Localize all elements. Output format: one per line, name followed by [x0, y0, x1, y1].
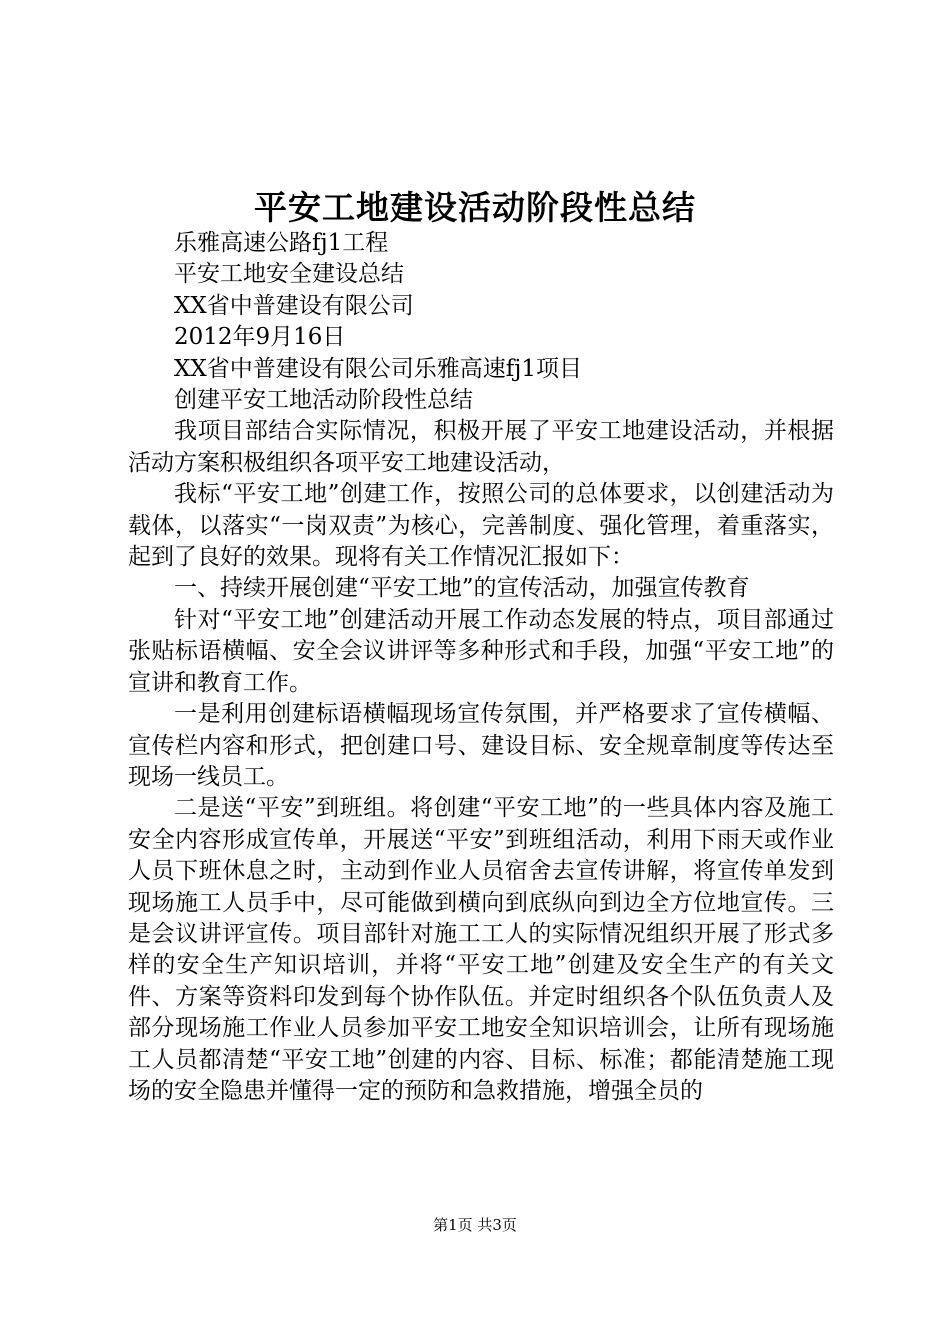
paragraph: XX省中普建设有限公司 [174, 292, 414, 319]
paragraph: 2012年9月16日 [174, 324, 346, 351]
document-title: 平安工地建设活动阶段性总结 [254, 188, 696, 227]
paragraph: 一、持续开展创建“平安工地”的宣传活动，加强宣传教育 [174, 575, 750, 602]
page-footer: 第1页 共3页 [433, 1216, 517, 1234]
paragraph: 我项目部结合实际情况，积极开展了平安工地建设活动，并根据活动方案积极组织各项平安工地建设活动， [128, 418, 834, 476]
paragraph: XX省中普建设有限公司乐雅高速fj1项目 [174, 355, 583, 382]
paragraph: 一是利用创建标语横幅现场宣传氛围，并严格要求了宣传横幅、宣传栏内容和形式，把创建口号、建设目标、安全规章制度等传达至现场一线员工。 [128, 701, 834, 790]
paragraph: 二是送“平安”到班组。将创建“平安工地”的一些具体内容及施工安全内容形成宣传单，开展送“平安”到班组活动，利用下雨天或作业人员下班休息之时，主动到作业人员宿舍去宣传讲解，将宣传单发到现场施工人员手中，尽可能做到横向到底纵向到边全方位地宣传。三是会议讲评宣传。项目部针对施工工人的实际情况组织开展了形式多样的安全生产知识培训，并将“平安工地”创建及安全生产的有关文件、方案等资料印发到每个协作队伍。并定时组织各个队伍负责人及部分现场施工作业人员参加平安工地安全知识培训会，让所有现场施工人员都清楚“平安工地”创建的内容、目标、标准；都能清楚施工现场的安全隐患并懂得一定的预防和急救措施，增强全员的 [128, 795, 834, 1104]
document-body [128, 228, 834, 1107]
paragraph: 我标“平安工地”创建工作，按照公司的总体要求，以创建活动为载体，以落实“一岗双责”为核心，完善制度、强化管理，着重落实，起到了良好的效果。现将有关工作情况汇报如下： [128, 481, 834, 571]
paragraph: 针对“平安工地”创建活动开展工作动态发展的特点，项目部通过张贴标语横幅、安全会议讲评等多种形式和手段，加强“平安工地”的宣讲和教育工作。 [128, 606, 834, 696]
paragraph: 创建平安工地活动阶段性总结 [174, 387, 473, 414]
paragraph: 乐雅高速公路fj1工程 [174, 230, 389, 256]
paragraph: 平安工地安全建设总结 [174, 261, 404, 288]
